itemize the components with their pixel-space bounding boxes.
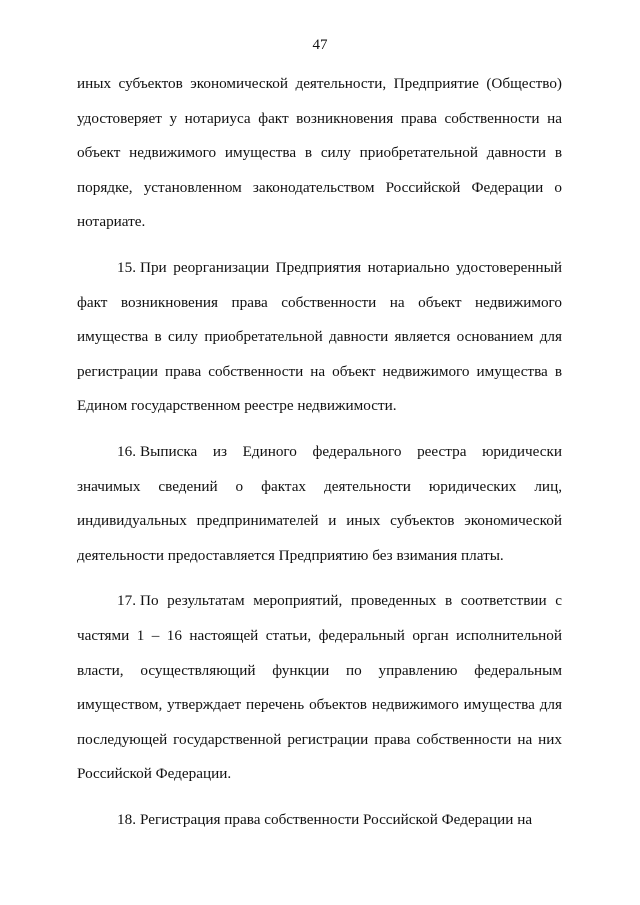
document-body	[77, 67, 562, 848]
paragraph-17	[77, 584, 562, 792]
paragraph-number: 15.	[117, 258, 136, 276]
paragraph-18	[77, 803, 562, 838]
paragraph-text: По результатам мероприятий, проведенных в соответствии с частями 1 – 16 настоящей статьи, федеральный орган исполнительной власти, осуществляющий функции по управлению федеральным имуществом, утверждает перечень объектов недвижимого имущества для последующей государственной регистрации права собственности на них Российской Федерации.	[77, 592, 562, 783]
paragraph-text: Выписка из Единого федерального реестра юридически значимых сведений о фактах деятельности юридических лиц, индивидуальных предпринимателей и иных субъектов экономической деятельности предоставляется Предприятию без взимания платы.	[77, 442, 562, 564]
paragraph-number: 18.	[117, 810, 136, 828]
paragraph-number: 17.	[117, 592, 136, 610]
paragraph-continued	[77, 67, 562, 240]
paragraph-text: иных субъектов экономической деятельности, Предприятие (Общество) удостоверяет у нотариуса факт возникновения права собственности на объект недвижимого имущества в силу приобретательной давности в порядке, установленном законодательством Российской Федерации о нотариате.	[77, 75, 562, 231]
page-number: 47	[312, 37, 328, 53]
paragraph-number: 16.	[117, 442, 136, 460]
paragraph-15	[77, 251, 562, 424]
paragraph-16	[77, 435, 562, 573]
paragraph-text: При реорганизации Предприятия нотариально удостоверенный факт возникновения права собственности на объект недвижимого имущества в силу приобретательной давности является основанием для регистрации права собственности на объект недвижимого имущества в Едином государственном реестре недвижимости.	[77, 258, 562, 415]
paragraph-text: Регистрация права собственности Российской Федерации на	[139, 810, 533, 828]
